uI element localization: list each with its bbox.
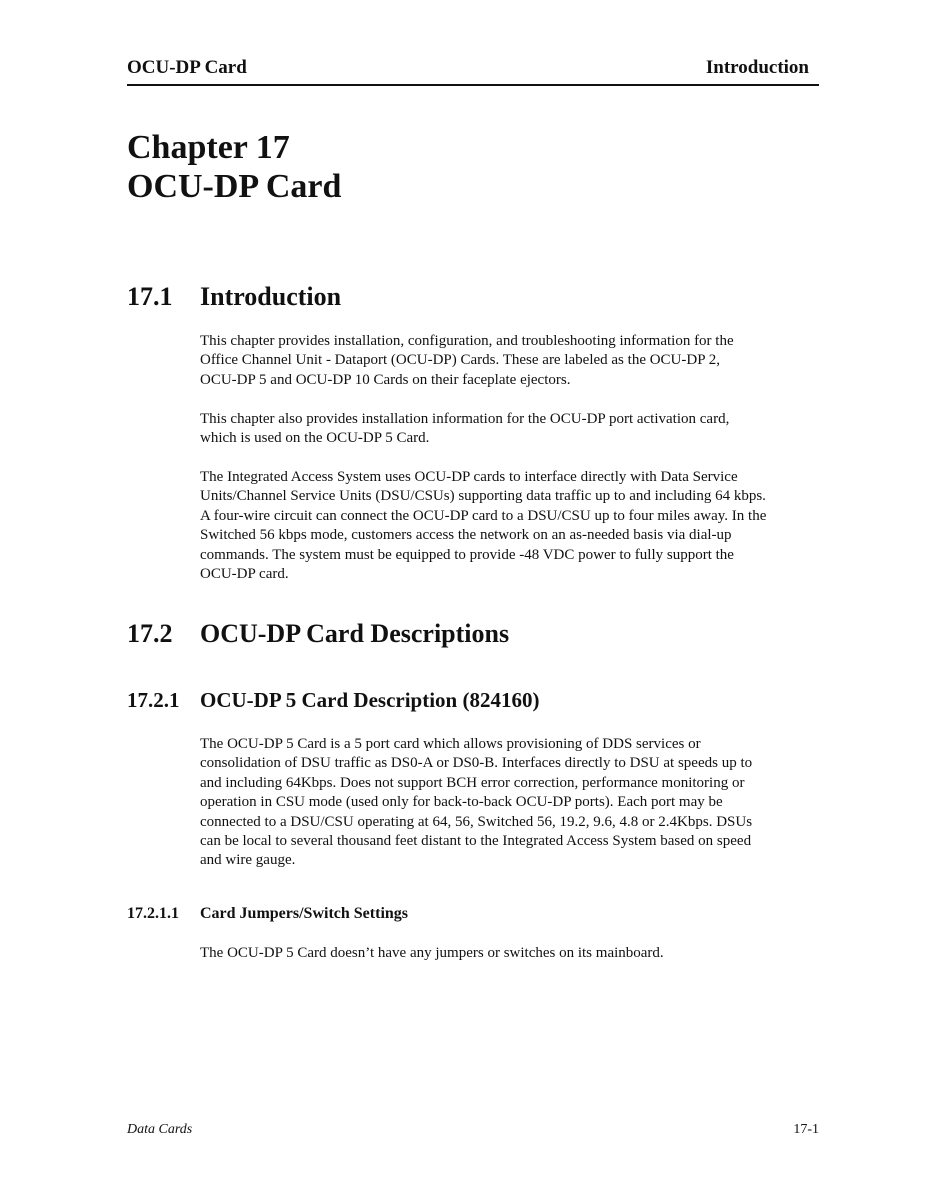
paragraph-line: OCU-DP 5 and OCU-DP 10 Cards on their faceplate ejectors. <box>200 371 571 388</box>
chapter-name: OCU-DP Card <box>127 168 342 205</box>
jumper-settings-paragraph <box>200 944 820 963</box>
card-description-paragraph <box>200 735 820 871</box>
paragraph-line: Office Channel Unit - Dataport (OCU-DP) Cards. These are labeled as the OCU-DP 2, <box>200 352 721 369</box>
subsection-title: OCU-DP 5 Card Description (824160) <box>200 688 540 712</box>
paragraph-line: This chapter also provides installation information for the OCU-DP port activation card, <box>200 411 730 427</box>
paragraph-line: OCU-DP card. <box>200 566 289 583</box>
paragraph-line: connected to a DSU/CSU operating at 64, 56, Switched 56, 19.2, 9.6, 4.8 or 2.4Kbps. DSUs <box>200 813 753 830</box>
page-number: 17-1 <box>793 1122 819 1137</box>
section-title: OCU-DP Card Descriptions <box>200 619 510 648</box>
section-number: 17.1 <box>127 282 173 311</box>
paragraph-line: The OCU-DP 5 Card is a 5 port card which allows provisioning of DDS services or <box>200 736 701 752</box>
subsubsection-title: Card Jumpers/Switch Settings <box>200 905 409 922</box>
paragraph-line: commands. The system must be equipped to provide -48 VDC power to fully support the <box>200 546 734 563</box>
paragraph-line: This chapter provides installation, configuration, and troubleshooting information for the <box>200 333 734 349</box>
footer-book-title: Data Cards <box>127 1122 193 1137</box>
section-heading-17-1 <box>127 282 341 312</box>
paragraph-line: The OCU-DP 5 Card doesn’t have any jumpers or switches on its mainboard. <box>200 945 664 961</box>
chapter-title <box>127 128 341 206</box>
paragraph-line: A four-wire circuit can connect the OCU-DP card to a DSU/CSU up to four miles away. In the <box>200 507 767 524</box>
subsubsection-number: 17.2.1.1 <box>127 905 179 922</box>
paragraph-line: can be local to several thousand feet distant to the Integrated Access System based on speed <box>200 833 752 850</box>
subsection-number: 17.2.1 <box>127 688 180 712</box>
header-section-name: Introduction <box>705 57 809 78</box>
paragraph-line: Units/Channel Service Units (DSU/CSUs) supporting data traffic up to and including 64 kbps. <box>200 488 766 505</box>
paragraph-line: which is used on the OCU-DP 5 Card. <box>200 430 430 447</box>
header-chapter-name: OCU-DP Card <box>127 57 247 78</box>
paragraph-line: and wire gauge. <box>200 852 296 869</box>
subsection-heading-17-2-1 <box>127 687 539 713</box>
paragraph-line: consolidation of DSU traffic as DS0-A or DS0-B. Interfaces directly to DSU at speeds up to <box>200 755 753 772</box>
paragraph-line: Switched 56 kbps mode, customers access the network on an as-needed basis via dial-up <box>200 527 732 544</box>
section-heading-17-2 <box>127 619 509 649</box>
running-header <box>127 56 819 86</box>
intro-paragraph-2 <box>200 410 820 449</box>
subsubsection-heading-17-2-1-1 <box>127 904 408 924</box>
chapter-number: Chapter 17 <box>127 129 290 166</box>
paragraph-line: and including 64Kbps. Does not support BCH error correction, performance monitoring or <box>200 774 745 791</box>
intro-paragraph-1 <box>200 332 820 390</box>
section-title: Introduction <box>200 282 342 311</box>
running-footer <box>127 1121 819 1141</box>
section-number: 17.2 <box>127 619 173 648</box>
paragraph-line: The Integrated Access System uses OCU-DP cards to interface directly with Data Service <box>200 469 738 485</box>
paragraph-line: operation in CSU mode (used only for back-to-back OCU-DP ports). Each port may be <box>200 794 723 811</box>
intro-paragraph-3 <box>200 468 820 584</box>
